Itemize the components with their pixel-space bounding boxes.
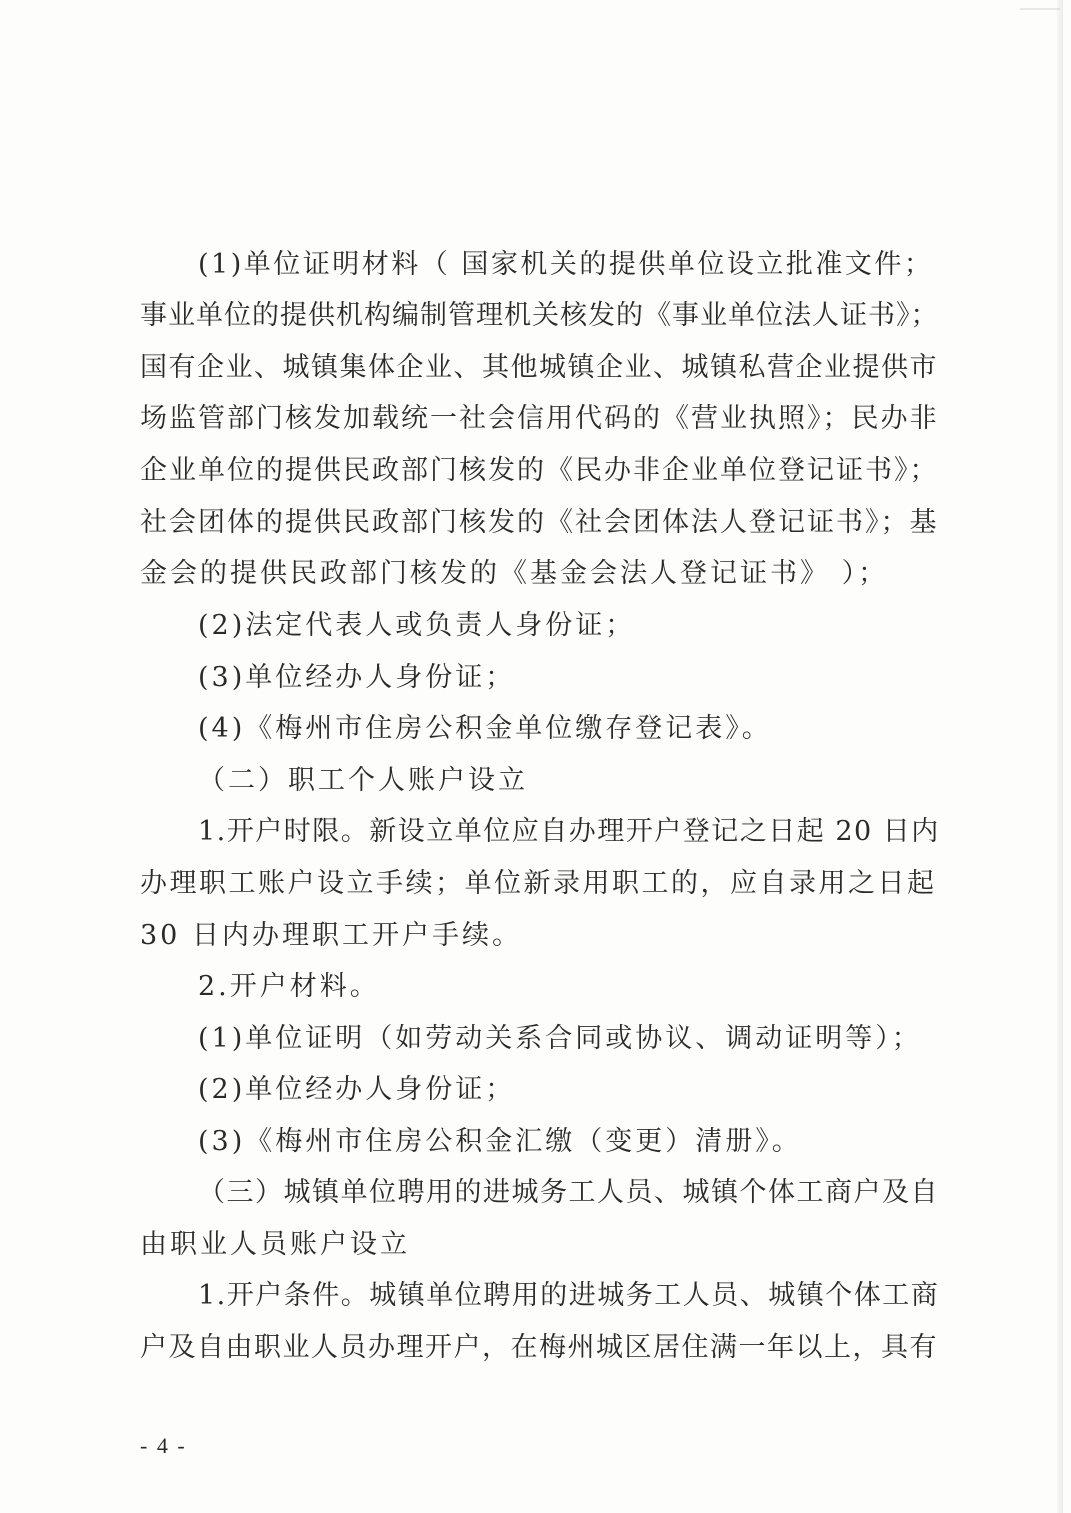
text-line: (2)法定代表人或负责人身份证； xyxy=(198,610,636,641)
text-line: 1.开户条件。城镇单位聘用的进城务工人员、城镇个体工商 xyxy=(198,1280,940,1311)
text-line: (3)单位经办人身份证； xyxy=(198,662,516,693)
text-line: 国有企业、城镇集体企业、其他城镇企业、城镇私营企业提供市 xyxy=(140,352,938,383)
scan-edge-shadow xyxy=(1057,0,1063,1513)
page-number: - 4 - xyxy=(140,1433,187,1458)
text-line: 社会团体的提供民政部门核发的《社会团体法人登记证书》；基 xyxy=(140,507,939,538)
text-line: (1)单位证明（如劳动关系合同或协议、调动证明等）； xyxy=(198,1023,922,1054)
text-line: 办理职工账户设立手续；单位新录用职工的，应自录用之日起 xyxy=(140,868,937,899)
text-line: 企业单位的提供民政部门核发的《民办非企业单位登记证书》； xyxy=(140,455,939,486)
section-heading: （二）职工个人账户设立 xyxy=(198,765,528,796)
text-line: 场监管部门核发加载统一社会信用代码的《营业执照》；民办非 xyxy=(140,403,939,434)
section-heading-cont: 由职业人员账户设立 xyxy=(140,1229,410,1260)
text-line: 户及自由职业人员办理开户，在梅州城区居住满一年以上，具有 xyxy=(140,1332,938,1363)
text-line: 事业单位的提供机构编制管理机关核发的《事业单位法人证书》； xyxy=(140,300,939,331)
text-line: (3)《梅州市住房公积金汇缴（变更）清册》。 xyxy=(198,1126,802,1157)
text-line: 2.开户材料。 xyxy=(198,971,380,1002)
text-line: 1.开户时限。新设立单位应自办理开户登记之日起 20 日内 xyxy=(198,816,940,847)
text-line: 金会的提供民政部门核发的《基金会法人登记证书》 ）； xyxy=(140,558,889,589)
section-heading: （三）城镇单位聘用的进城务工人员、城镇个体工商户及自 xyxy=(198,1177,939,1208)
text-line: (1)单位证明材料（ 国家机关的提供单位设立批准文件； xyxy=(198,249,934,280)
text-line: (2)单位经办人身份证； xyxy=(198,1074,516,1105)
scan-streak xyxy=(1020,8,1060,10)
text-line: (4)《梅州市住房公积金单位缴存登记表》。 xyxy=(198,713,772,744)
text-line: 30 日内办理职工开户手续。 xyxy=(140,920,522,951)
